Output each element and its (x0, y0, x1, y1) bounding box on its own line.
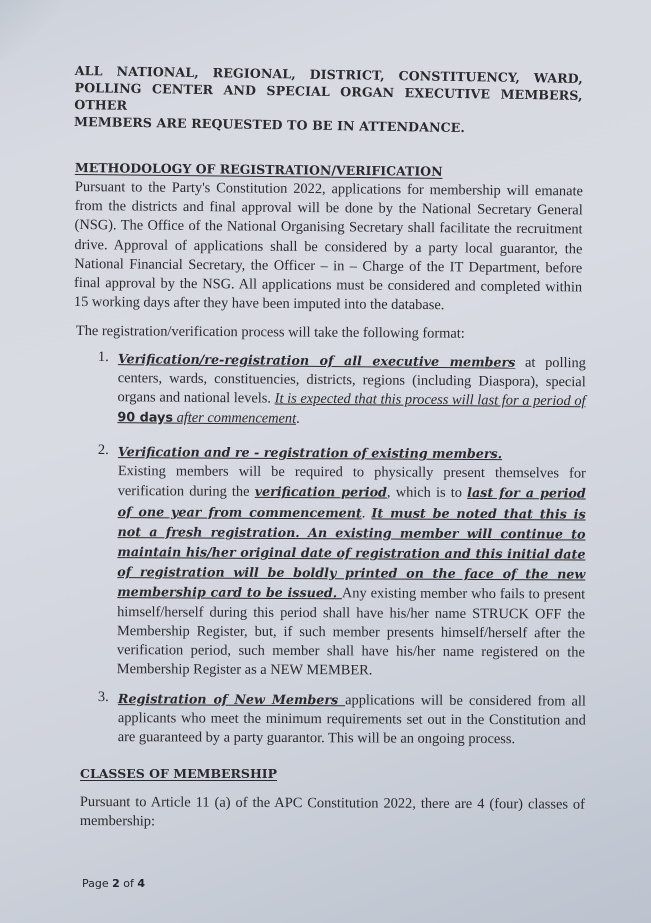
page-total: 4 (137, 877, 146, 890)
emphasis-one-year: last for a period of one year from commencement (117, 485, 586, 520)
list-number: 2. (97, 442, 109, 459)
notice-line: MEMBERS ARE REQUESTED TO BE IN ATTENDANCE. (73, 113, 466, 136)
list-number: 3. (97, 689, 109, 706)
page-of: of (119, 877, 138, 890)
classes-heading: CLASSES OF MEMBERSHIP (80, 766, 278, 781)
note-text: after commencement (172, 409, 297, 427)
item-title: Verification and re - registration of existing members. (117, 444, 503, 462)
list-item-body (118, 689, 586, 750)
item-text: Any existing member who fails to present himself/herself during this period shall have his/her name STRUCK OFF the Membership Register, but, if such member presents himself/herself after the verification period, such member shall have his/her name registered on the Membership Register as a NEW MEMBER. (116, 585, 586, 679)
item-text: . (361, 504, 372, 522)
classes-intro: Pursuant to Article 11 (a) of the APC Constitution 2022, there are 4 (four) classes of membership: (79, 794, 585, 830)
list-number: 1. (97, 349, 109, 366)
emphasis-verification-period: verification period (254, 484, 387, 500)
page-current: 2 (112, 877, 120, 890)
methodology-intro: Pursuant to the Party's Constitution 2022, applications for membership will emanate from the districts and final approval will be done by the National Secretary General (NSG). The Office of the National Organising Secretary shall facilitate the recruitment drive. Approval of applications shall be considered by a party local guarantor, the National Financial Secretary, the Officer – in – Charge of the IT Department, before final approval by the NSG. All applications must be considered and completed within 15 working days after they have been imputed into the database. (73, 178, 583, 314)
emphasis-not-fresh-registration: It must be noted that this is not a fresh registration. An existing member will continue to maintain his/her original date of registration and this initial date of registration will be boldly printed on the face of the new membership card to be issued. (117, 505, 586, 601)
list-item-body (117, 442, 586, 682)
list-item-new-members (98, 689, 586, 750)
notice-line: ALL NATIONAL, REGIONAL, DISTRICT, CONSTITUENCY, WARD, (74, 62, 583, 86)
list-item-existing-members (97, 442, 586, 682)
list-item-executive-verification (97, 349, 586, 431)
list-item-body (117, 349, 586, 431)
paper-fold-shadow (0, 0, 60, 60)
note-duration: 90 days (117, 409, 174, 426)
note-end: . (296, 410, 300, 427)
notice-line: POLLING CENTER AND SPECIAL ORGAN EXECUTIVE MEMBERS, OTHER (74, 79, 583, 113)
item-title: Verification/re-registration of all executive members (117, 351, 516, 370)
page-number (82, 877, 145, 890)
format-lead: The registration/verification process will take the following format: (75, 322, 465, 342)
attendance-notice (74, 62, 583, 138)
item-text: Existing members will be required to physically present themselves for verification during the (117, 463, 586, 501)
item-text: applications will be considered from all applicants who meet the minimum requirements set out in the Constitution and are guaranteed by a party guarantor. This will be an ongoing process. (117, 692, 586, 748)
methodology-heading: METHODOLOGY OF REGISTRATION/VERIFICATION (74, 160, 443, 179)
item-text: , which is to (386, 484, 468, 502)
item-title: Registration of New Members (117, 691, 346, 708)
note-text: It is expected that this process will last for a period of (274, 390, 586, 410)
item-text: at polling centers, wards, constituencies, districts, regions (including Diaspora), special organs and national levels. (117, 354, 586, 407)
page-label: Page (82, 877, 113, 890)
